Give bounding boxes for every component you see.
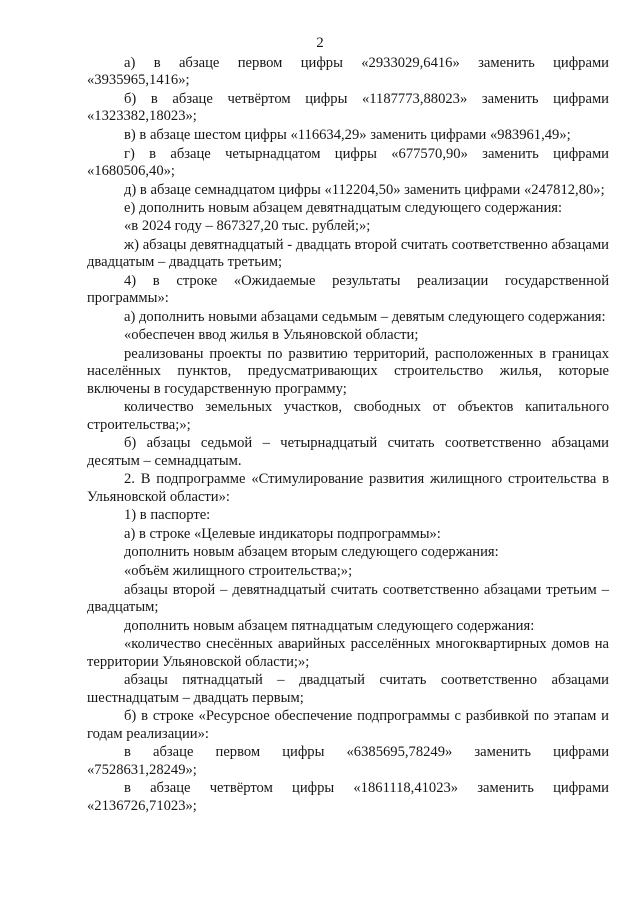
paragraph-replace-first: в абзаце первом цифры «6385695,78249» заменить цифрами «7528631,28249»; (87, 744, 609, 778)
paragraph-renumber-fifteenth-twentieth: абзацы пятнадцатый – двадцатый считать соответственно абзацами шестнадцатым – двадцать первым; (87, 672, 609, 706)
paragraph-quote-projects: реализованы проекты по развитию территорий, расположенных в границах населённых пунктов, предусматривающих строительство жилья, которые включены в государственную программу; (87, 345, 609, 397)
paragraph-renumber-seventh-fourteenth: б) абзацы седьмой – четырнадцатый считать соответственно абзацами десятым – семнадцатым. (87, 435, 609, 469)
page-number: 2 (316, 35, 324, 51)
paragraph-add-fifteenth: дополнить новым абзацем пятнадцатым следующего содержания: (124, 617, 535, 634)
paragraph-quote-demolished: «количество снесённых аварийных расселённых многоквартирных домов на территории Ульяновской области;»; (87, 636, 609, 670)
paragraph-quote-2024: «в 2024 году – 867327,20 тыс. рублей;»; (124, 218, 371, 235)
paragraph-amend-g-fourteenth: г) в абзаце четырнадцатом цифры «677570,90» заменить цифрами «1680506,40»; (87, 145, 609, 179)
paragraph-renumber-second-nineteenth: абзацы второй – девятнадцатый считать соответственно абзацами третьим – двадцатым; (87, 581, 609, 616)
paragraph-amend-zh-renumber: ж) абзацы девятнадцатый - двадцать второй считать соответственно абзацами двадцатым – двадцать третьим; (87, 236, 609, 271)
paragraph-item-4-expected-results: 4) в строке «Ожидаемые результаты реализации государственной программы»: (87, 272, 609, 307)
paragraph-add-seventh-ninth: а) дополнить новыми абзацами седьмым – девятым следующего содержания: (124, 308, 606, 325)
paragraph-section-2-subprogram: 2. В подпрограмме «Стимулирование развития жилищного строительства в Ульяновской области»: (87, 471, 609, 505)
document-body (87, 55, 609, 816)
paragraph-resource-provision: б) в строке «Ресурсное обеспечение подпрограммы с разбивкой по этапам и годам реализации»: (87, 708, 609, 742)
paragraph-passport: 1) в паспорте: (124, 507, 211, 524)
paragraph-amend-e-add: е) дополнить новым абзацем девятнадцатым следующего содержания: (124, 200, 563, 217)
paragraph-quote-land-plots: количество земельных участков, свободных от объектов капитального строительства;»; (87, 399, 609, 433)
paragraph-amend-v-sixth: в) в абзаце шестом цифры «116634,29» заменить цифрами «983961,49»; (124, 127, 571, 143)
paragraph-amend-a-first: а) в абзаце первом цифры «2933029,6416» заменить цифрами «3935965,1416»; (87, 55, 609, 89)
paragraph-quote-housing: «обеспечен ввод жилья в Ульяновской области; (124, 327, 419, 344)
paragraph-amend-b-fourth: б) в абзаце четвёртом цифры «1187773,88023» заменить цифрами «1323382,18023»; (87, 91, 609, 125)
paragraph-replace-fourth: в абзаце четвёртом цифры «1861118,41023» заменить цифрами «2136726,71023»; (87, 780, 609, 814)
paragraph-add-second: дополнить новым абзацем вторым следующего содержания: (124, 544, 499, 561)
paragraph-amend-d-seventeenth: д) в абзаце семнадцатом цифры «112204,50» заменить цифрами «247812,80»; (124, 181, 605, 198)
paragraph-target-indicators: а) в строке «Целевые индикаторы подпрограммы»: (124, 525, 441, 542)
paragraph-quote-volume: «объём жилищного строительства;»; (124, 563, 353, 580)
